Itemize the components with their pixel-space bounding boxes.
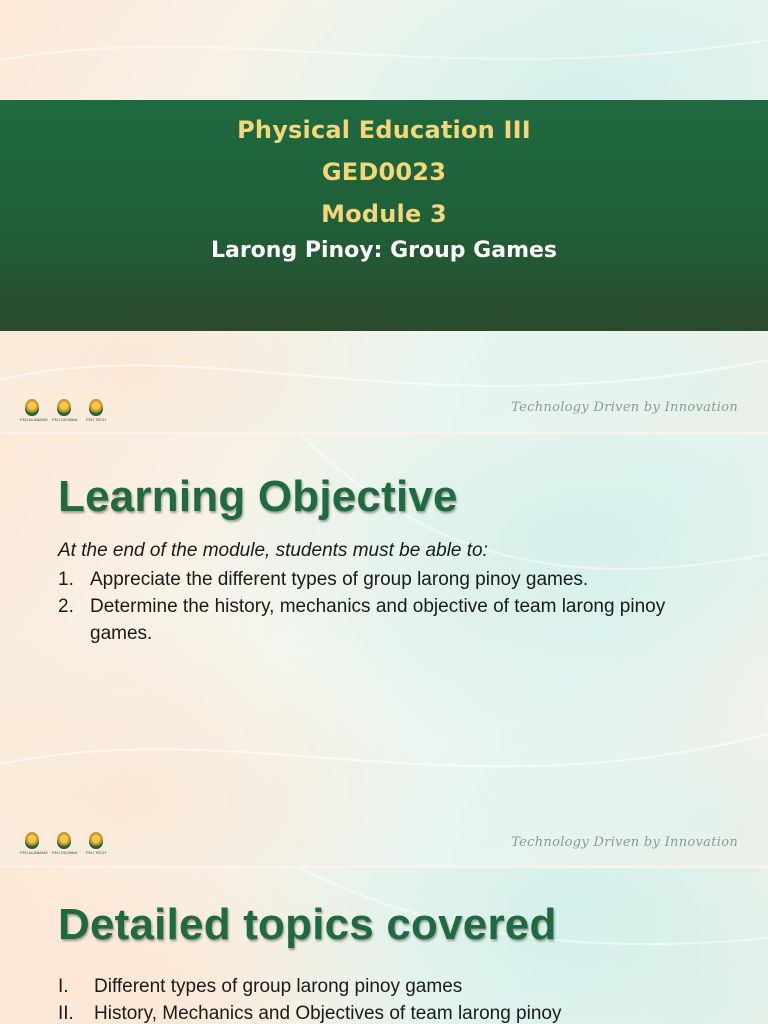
tagline: Technology Driven by Innovation [511,400,738,415]
campus-logos [20,399,108,422]
feu-seal-icon [25,399,39,416]
logo-caption: FEU DILIMAN [52,850,78,855]
list-item [58,566,728,593]
list-item [58,593,728,647]
feu-seal-icon [25,832,39,849]
objective-intro: At the end of the module, students must be able to: [58,540,488,561]
feu-diliman-logo [52,832,76,855]
list-text: Appreciate the different types of group larong pinoy games. [90,569,589,590]
tagline: Technology Driven by Innovation [511,835,738,850]
course-title: Physical Education III [237,116,531,144]
logo-caption: FEU ALABANG [20,850,48,855]
feu-alabang-logo [20,832,48,855]
topics-list [58,973,738,1024]
logo-caption: FEU TECH [86,850,106,855]
topics-slide [0,868,768,1024]
feu-alabang-logo [20,399,48,422]
course-code: GED0023 [321,158,447,186]
list-text: Determine the history, mechanics and objective of team larong pinoy games. [90,596,666,644]
list-text: History, Mechanics and Objectives of team larong pinoy [94,1003,562,1024]
list-item [58,973,738,1000]
feu-seal-icon [89,832,103,849]
feu-diliman-logo [52,399,76,422]
slide-heading: Learning Objective [58,472,458,521]
title-slide [0,0,768,432]
module-number: Module 3 [321,200,447,228]
learning-objective-slide [0,434,768,866]
logo-caption: FEU ALABANG [20,417,48,422]
module-topic: Larong Pinoy: Group Games [210,238,558,263]
list-text: Different types of group larong pinoy games [94,976,463,997]
slide-heading: Detailed topics covered [58,900,557,949]
title-band [0,100,768,331]
list-marker: I. [58,976,69,997]
logo-caption: FEU TECH [86,417,106,422]
feu-tech-logo [84,832,108,855]
objective-list [58,566,728,647]
logo-caption: FEU DILIMAN [52,417,78,422]
feu-seal-icon [57,832,71,849]
list-item [58,1000,738,1024]
list-marker: 1. [58,569,74,590]
list-marker: 2. [58,596,74,617]
campus-logos [20,832,108,855]
feu-seal-icon [89,399,103,416]
feu-tech-logo [84,399,108,422]
list-marker: II. [58,1003,74,1024]
feu-seal-icon [57,399,71,416]
